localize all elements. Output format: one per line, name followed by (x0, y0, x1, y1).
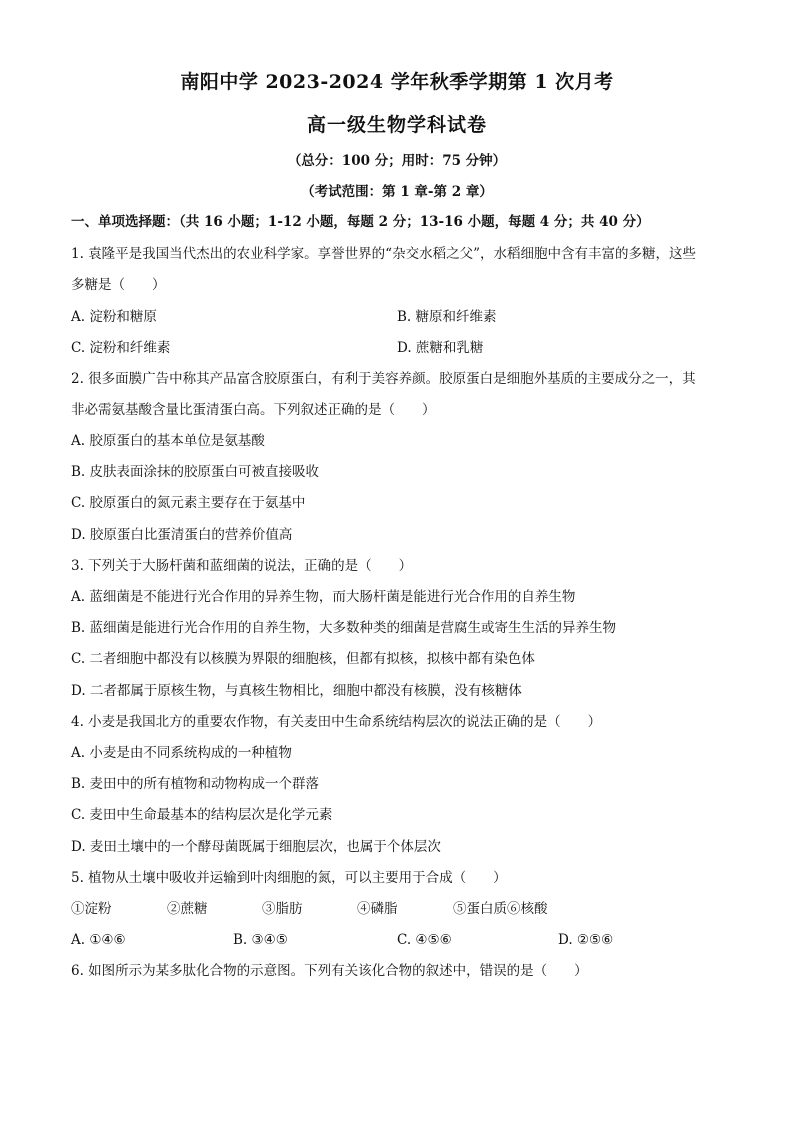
q4-option-d: D. 麦田土壤中的一个酵母菌既属于细胞层次，也属于个体层次 (71, 839, 441, 855)
q2-stem-line1: 2. 很多面膜广告中称其产品富含胶原蛋白，有利于美容养颜。胶原蛋白是细胞外基质的主要成分之一，其 (71, 371, 696, 387)
q2-option-c: C. 胶原蛋白的氮元素主要存在于氨基中 (71, 495, 306, 511)
scope-note: （考试范围：第 1 章-第 2 章） (301, 184, 493, 200)
exam-subtitle: 高一级生物学科试卷 (306, 114, 487, 136)
exam-title: 南阳中学 2023-2024 学年秋季学期第 1 次月考 (180, 71, 614, 93)
score-time-note: （总分：100 分；用时：75 分钟） (287, 153, 507, 169)
q1-option-d: D. 蔗糖和乳糖 (397, 340, 484, 356)
q5-option-d: D. ②⑤⑥ (558, 932, 614, 948)
q5-stem: 5. 植物从土壤中吸收并运输到叶肉细胞的氮，可以主要用于合成（ ） (71, 870, 507, 886)
q5-item-5: ⑤蛋白质⑥核酸 (453, 901, 548, 917)
q4-option-c: C. 麦田中生命最基本的结构层次是化学元素 (71, 807, 333, 823)
q1-stem-line2: 多糖是（ ） (71, 277, 166, 293)
q2-stem-line2: 非必需氨基酸含量比蛋清蛋白高。下列叙述正确的是（ ） (71, 402, 436, 418)
q5-item-3: ③脂肪 (262, 901, 303, 917)
q4-stem: 4. 小麦是我国北方的重要农作物，有关麦田中生命系统结构层次的说法正确的是（ ） (71, 714, 602, 730)
q5-item-1: ①淀粉 (71, 901, 112, 917)
q3-stem: 3. 下列关于大肠杆菌和蓝细菌的说法，正确的是（ ） (71, 558, 413, 574)
q3-option-d: D. 二者都属于原核生物，与真核生物相比，细胞中都没有核膜，没有核糖体 (71, 683, 522, 699)
q3-option-b: B. 蓝细菌是能进行光合作用的自养生物，大多数种类的细菌是营腐生或寄生生活的异养生物 (71, 620, 617, 636)
q6-stem: 6. 如图所示为某多肽化合物的示意图。下列有关该化合物的叙述中，错误的是（ ） (71, 963, 588, 979)
section-heading: 一、单项选择题：（共 16 小题；1-12 小题，每题 2 分；13-16 小题，每题 4 分；共 40 分） (71, 214, 650, 230)
q3-option-c: C. 二者细胞中都没有以核膜为界限的细胞核，但都有拟核，拟核中都有染色体 (71, 651, 535, 667)
q2-option-b: B. 皮肤表面涂抹的胶原蛋白可被直接吸收 (71, 464, 320, 480)
q5-option-a: A. ①④⑥ (71, 932, 126, 948)
q3-option-a: A. 蓝细菌是不能进行光合作用的异养生物，而大肠杆菌是能进行光合作用的自养生物 (71, 589, 576, 605)
q5-item-2: ②蔗糖 (167, 901, 208, 917)
q2-option-d: D. 胶原蛋白比蛋清蛋白的营养价值高 (71, 527, 293, 543)
q1-stem-line1: 1. 袁隆平是我国当代杰出的农业科学家。享誉世界的“杂交水稻之父”，水稻细胞中含有丰富的多糖，这些 (71, 246, 696, 262)
q1-option-b: B. 糖原和纤维素 (397, 309, 497, 325)
q2-option-a: A. 胶原蛋白的基本单位是氨基酸 (71, 433, 265, 449)
q4-option-b: B. 麦田中的所有植物和动物构成一个群落 (71, 776, 320, 792)
q1-option-c: C. 淀粉和纤维素 (71, 340, 171, 356)
q1-option-a: A. 淀粉和糖原 (71, 309, 157, 325)
q4-option-a: A. 小麦是由不同系统构成的一种植物 (71, 745, 292, 761)
q5-option-c: C. ④⑤⑥ (397, 932, 452, 948)
q5-option-b: B. ③④⑤ (233, 932, 288, 948)
q5-item-4: ④磷脂 (357, 901, 398, 917)
